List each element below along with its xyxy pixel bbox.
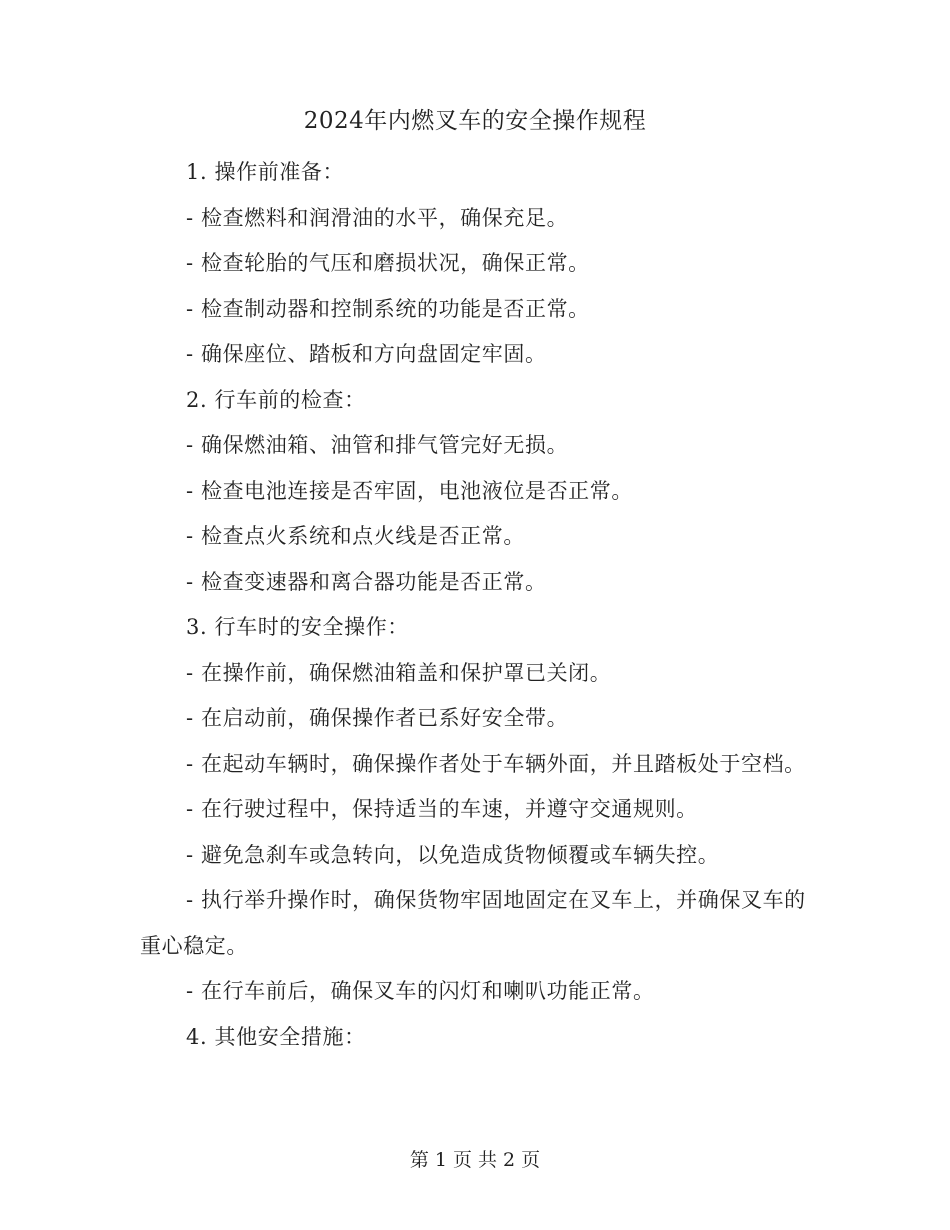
list-item: - 检查变速器和离合器功能是否正常。 bbox=[186, 569, 547, 594]
list-item: - 检查电池连接是否牢固，电池液位是否正常。 bbox=[186, 478, 633, 503]
section-heading-2: 2. 行车前的检查： bbox=[186, 387, 366, 412]
list-item: - 在启动前，确保操作者已系好安全带。 bbox=[186, 706, 569, 730]
section-heading-3: 3. 行车时的安全操作： bbox=[186, 615, 409, 639]
list-item: - 确保燃油箱、油管和排气管完好无损。 bbox=[186, 433, 569, 457]
list-item: - 在行车前后，确保叉车的闪灯和喇叭功能正常。 bbox=[186, 979, 655, 1003]
page-number-footer: 第 1 页 共 2 页 bbox=[409, 1149, 541, 1171]
list-item: - 检查轮胎的气压和磨损状况，确保正常。 bbox=[186, 251, 590, 275]
section-heading-1: 1. 操作前准备： bbox=[186, 160, 345, 184]
list-item: - 执行举升操作时，确保货物牢固地固定在叉车上，并确保叉车的重心稳定。 bbox=[140, 888, 806, 958]
list-item: - 在起动车辆时，确保操作者处于车辆外面，并且踏板处于空档。 bbox=[186, 751, 806, 776]
list-item: - 在行驶过程中，保持适当的车速，并遵守交通规则。 bbox=[186, 797, 698, 821]
list-item: - 检查制动器和控制系统的功能是否正常。 bbox=[186, 296, 590, 321]
list-item: - 在操作前，确保燃油箱盖和保护罩已关闭。 bbox=[186, 660, 612, 685]
list-item: - 检查燃料和润滑油的水平，确保充足。 bbox=[186, 205, 569, 230]
list-item: - 检查点火系统和点火线是否正常。 bbox=[186, 524, 525, 548]
document-title: 2024年内燃叉车的安全操作规程 bbox=[303, 108, 647, 134]
list-item: - 确保座位、踏板和方向盘固定牢固。 bbox=[186, 342, 547, 366]
document-body bbox=[140, 150, 810, 1060]
section-heading-4: 4. 其他安全措施： bbox=[186, 1024, 366, 1049]
list-item: - 避免急刹车或急转向，以免造成货物倾覆或车辆失控。 bbox=[186, 842, 720, 867]
